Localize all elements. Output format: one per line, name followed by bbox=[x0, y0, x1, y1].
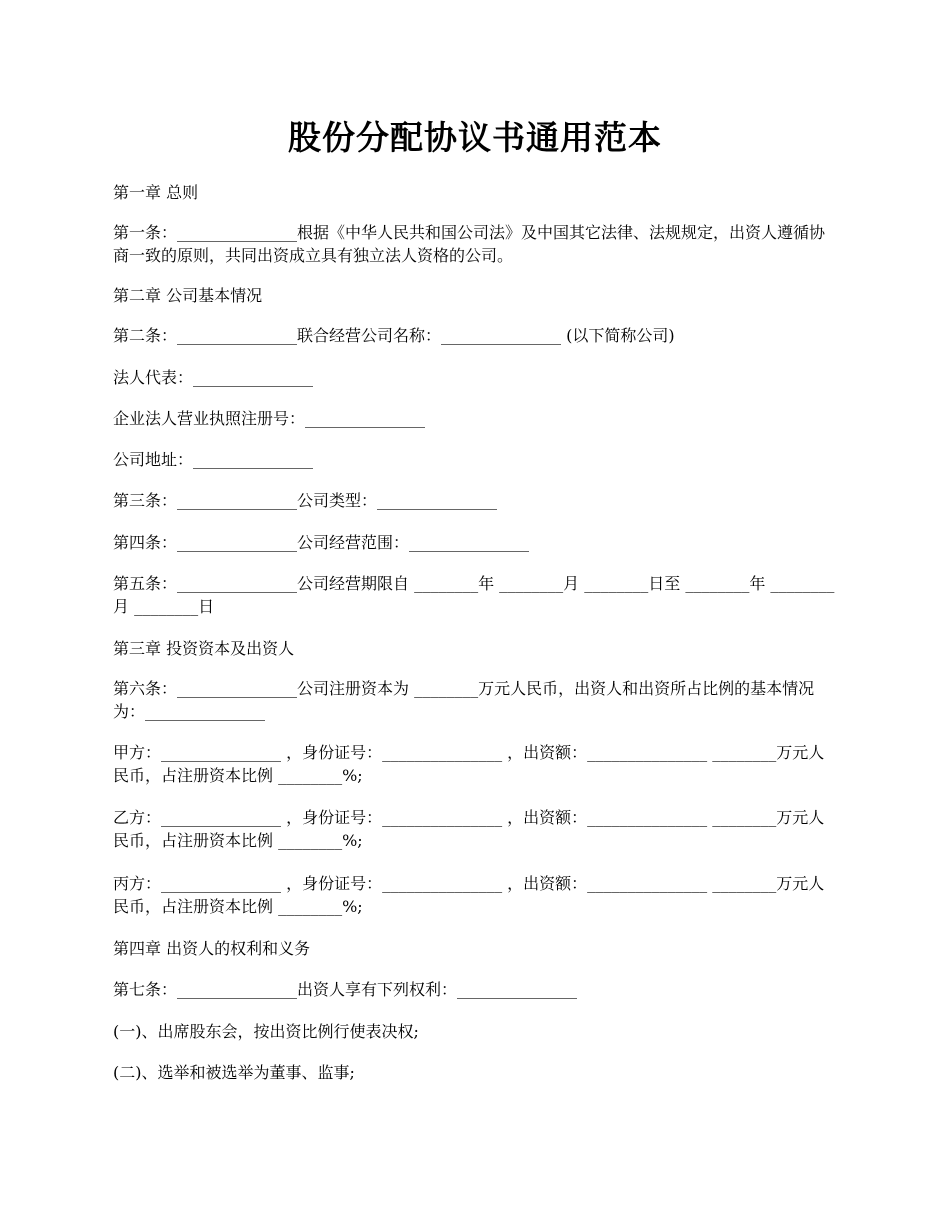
field-line: 法人代表：_______________ bbox=[113, 368, 314, 387]
party-paragraph: 甲方：_______________ ，身份证号：_______________ ，出资额：_______________ ________万元人民币，占注册资本比例 ________%; bbox=[113, 743, 825, 785]
article-paragraph: 第二条：_______________联合经营公司名称：_______________ (以下简称公司) bbox=[113, 326, 675, 345]
article-paragraph: 第六条：_______________公司注册资本为 ________万元人民币，出资人和出资所占比例的基本情况为：_______________ bbox=[113, 679, 815, 721]
chapter-heading: 第四章 出资人的权利和义务 bbox=[113, 939, 311, 958]
article-paragraph: 第一条：_______________根据《中华人民共和国公司法》及中国其它法律、法规规定，出资人遵循协商一致的原则，共同出资成立具有独立法人资格的公司。 bbox=[113, 223, 826, 265]
article-paragraph: 第七条：_______________出资人享有下列权利：_______________ bbox=[113, 980, 578, 999]
chapter-heading: 第二章 公司基本情况 bbox=[113, 286, 263, 305]
list-item: (一)、出席股东会，按出资比例行使表决权; bbox=[113, 1022, 419, 1041]
chapter-heading: 第一章 总则 bbox=[113, 183, 199, 202]
article-paragraph: 第五条：_______________公司经营期限自 ________年 ________月 ________日至 ________年 ________月 ________日 bbox=[113, 574, 835, 616]
list-item: (二)、选举和被选举为董事、监事; bbox=[113, 1063, 355, 1082]
article-paragraph: 第三条：_______________公司类型：_______________ bbox=[113, 491, 498, 510]
field-line: 企业法人营业执照注册号：_______________ bbox=[113, 409, 426, 428]
chapter-heading: 第三章 投资资本及出资人 bbox=[113, 639, 295, 658]
document-title: 股份分配协议书通用范本 bbox=[288, 118, 662, 157]
party-paragraph: 乙方：_______________ ，身份证号：_______________ ，出资额：_______________ ________万元人民币，占注册资本比例 ________%; bbox=[113, 808, 825, 850]
article-paragraph: 第四条：_______________公司经营范围：_______________ bbox=[113, 533, 530, 552]
party-paragraph: 丙方：_______________ ，身份证号：_______________ ，出资额：_______________ ________万元人民币，占注册资本比例 ________%; bbox=[113, 874, 825, 916]
field-line: 公司地址：_______________ bbox=[113, 450, 314, 469]
